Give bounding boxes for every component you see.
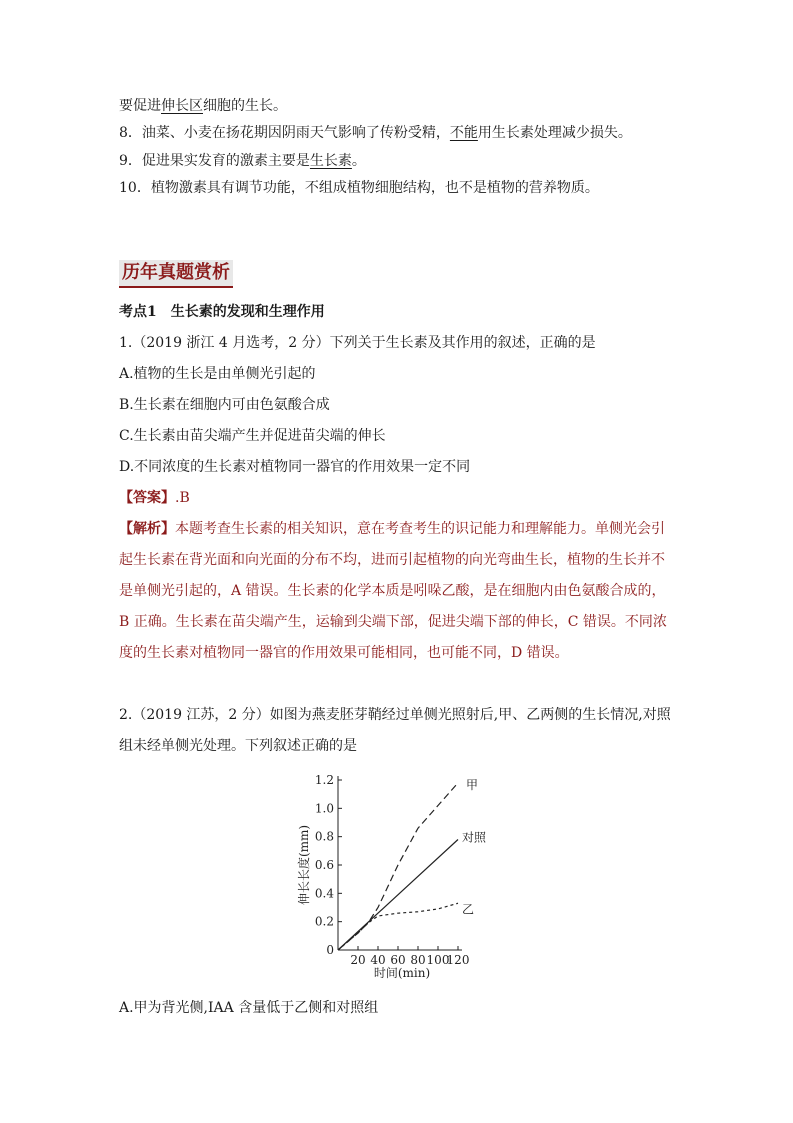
series-label: 对照 <box>462 830 487 845</box>
series-label: 乙 <box>462 902 475 917</box>
y-tick-label: 1.2 <box>314 773 334 787</box>
x-axis-label: 时间(min) <box>373 966 431 980</box>
series-line <box>338 903 458 950</box>
series-label: 甲 <box>466 777 479 792</box>
statement-8 <box>119 123 632 143</box>
section-heading <box>119 260 233 288</box>
question-1-stem: 1.（2019 浙江 4 月选考，2 分）下列关于生长素及其作用的叙述，正确的是 <box>119 335 596 351</box>
analysis-text: 本题考查生长素的相关知识，意在考查考生的识记能力和理解能力。单侧光会引起生长素在背光面和向光面的分布不均，进而引起植物的向光弯曲生长，植物的生长并不是单侧光引起的，A 错误。生长素的化学本质是吲哚乙酸，是在细胞内由色氨酸合成的，B 正确。生长素在苗尖端产生，运输到尖端下部，促进尖端下部的伸长，C 错误。不同浓度的生长素对植物同一器官的作用效果可能相同，也可能不同，D 错误。 <box>119 521 667 661</box>
y-tick-label: 0.6 <box>314 858 334 872</box>
x-tick-label: 40 <box>370 953 386 967</box>
section-title: 历年真题赏析 <box>122 262 230 283</box>
text: 8．油菜、小麦在扬花期因阴雨天气影响了传粉受精， <box>119 125 450 141</box>
question-1-answer <box>119 488 190 508</box>
statement-7-continuation <box>119 96 287 116</box>
statement-9 <box>119 151 366 171</box>
underlined-text: 生长素 <box>309 153 352 169</box>
y-tick-label: 0.4 <box>314 886 334 901</box>
y-axis-label: 伸长长度(mm) <box>297 824 311 906</box>
x-tick-label: 80 <box>410 953 426 967</box>
analysis-label: 【解析】 <box>119 521 175 537</box>
x-tick-label: 20 <box>350 953 366 967</box>
series-line <box>338 840 458 951</box>
y-tick-label: 0.2 <box>314 914 334 929</box>
question-1-option-a: A.植物的生长是由单侧光引起的 <box>119 366 316 382</box>
text: 9．促进果实发育的激素主要是 <box>119 153 310 169</box>
x-tick-label: 120 <box>446 953 470 967</box>
topic-title: 考点1 生长素的发现和生理作用 <box>119 304 325 320</box>
question-2-option-a: A.甲为背光侧,IAA 含量低于乙侧和对照组 <box>119 1000 379 1016</box>
series-line <box>338 783 458 950</box>
text: 。 <box>351 153 366 169</box>
y-tick-label: 1.0 <box>314 801 334 816</box>
question-1-option-d: D.不同浓度的生长素对植物同一器官的作用效果一定不同 <box>119 459 471 475</box>
y-tick-label: 0 <box>326 943 334 957</box>
underlined-text: 伸长区 <box>161 98 203 114</box>
x-tick-label: 100 <box>426 953 450 967</box>
answer-label: 【答案】 <box>119 490 175 506</box>
text: 用生长素处理减少损失。 <box>477 125 632 141</box>
text: 要促进 <box>119 98 161 114</box>
growth-chart <box>290 768 500 980</box>
answer-value: .B <box>175 490 190 506</box>
y-tick-label: 0.8 <box>314 829 334 844</box>
question-1-option-c: C.生长素由苗尖端产生并促进苗尖端的伸长 <box>119 428 386 444</box>
underlined-text: 不能 <box>449 125 478 141</box>
x-tick-label: 60 <box>390 953 406 967</box>
question-2-stem: 2.（2019 江苏，2 分）如图为燕麦胚芽鞘经过单侧光照射后,甲、乙两侧的生长情况,对照组未经单侧光处理。下列叙述正确的是 <box>119 707 671 754</box>
statement-10: 10．植物激素具有调节功能，不组成植物细胞结构，也不是植物的营养物质。 <box>119 180 599 196</box>
question-1-option-b: B.生长素在细胞内可由色氨酸合成 <box>119 397 330 413</box>
question-1-analysis <box>119 514 675 669</box>
text: 细胞的生长。 <box>203 98 287 114</box>
